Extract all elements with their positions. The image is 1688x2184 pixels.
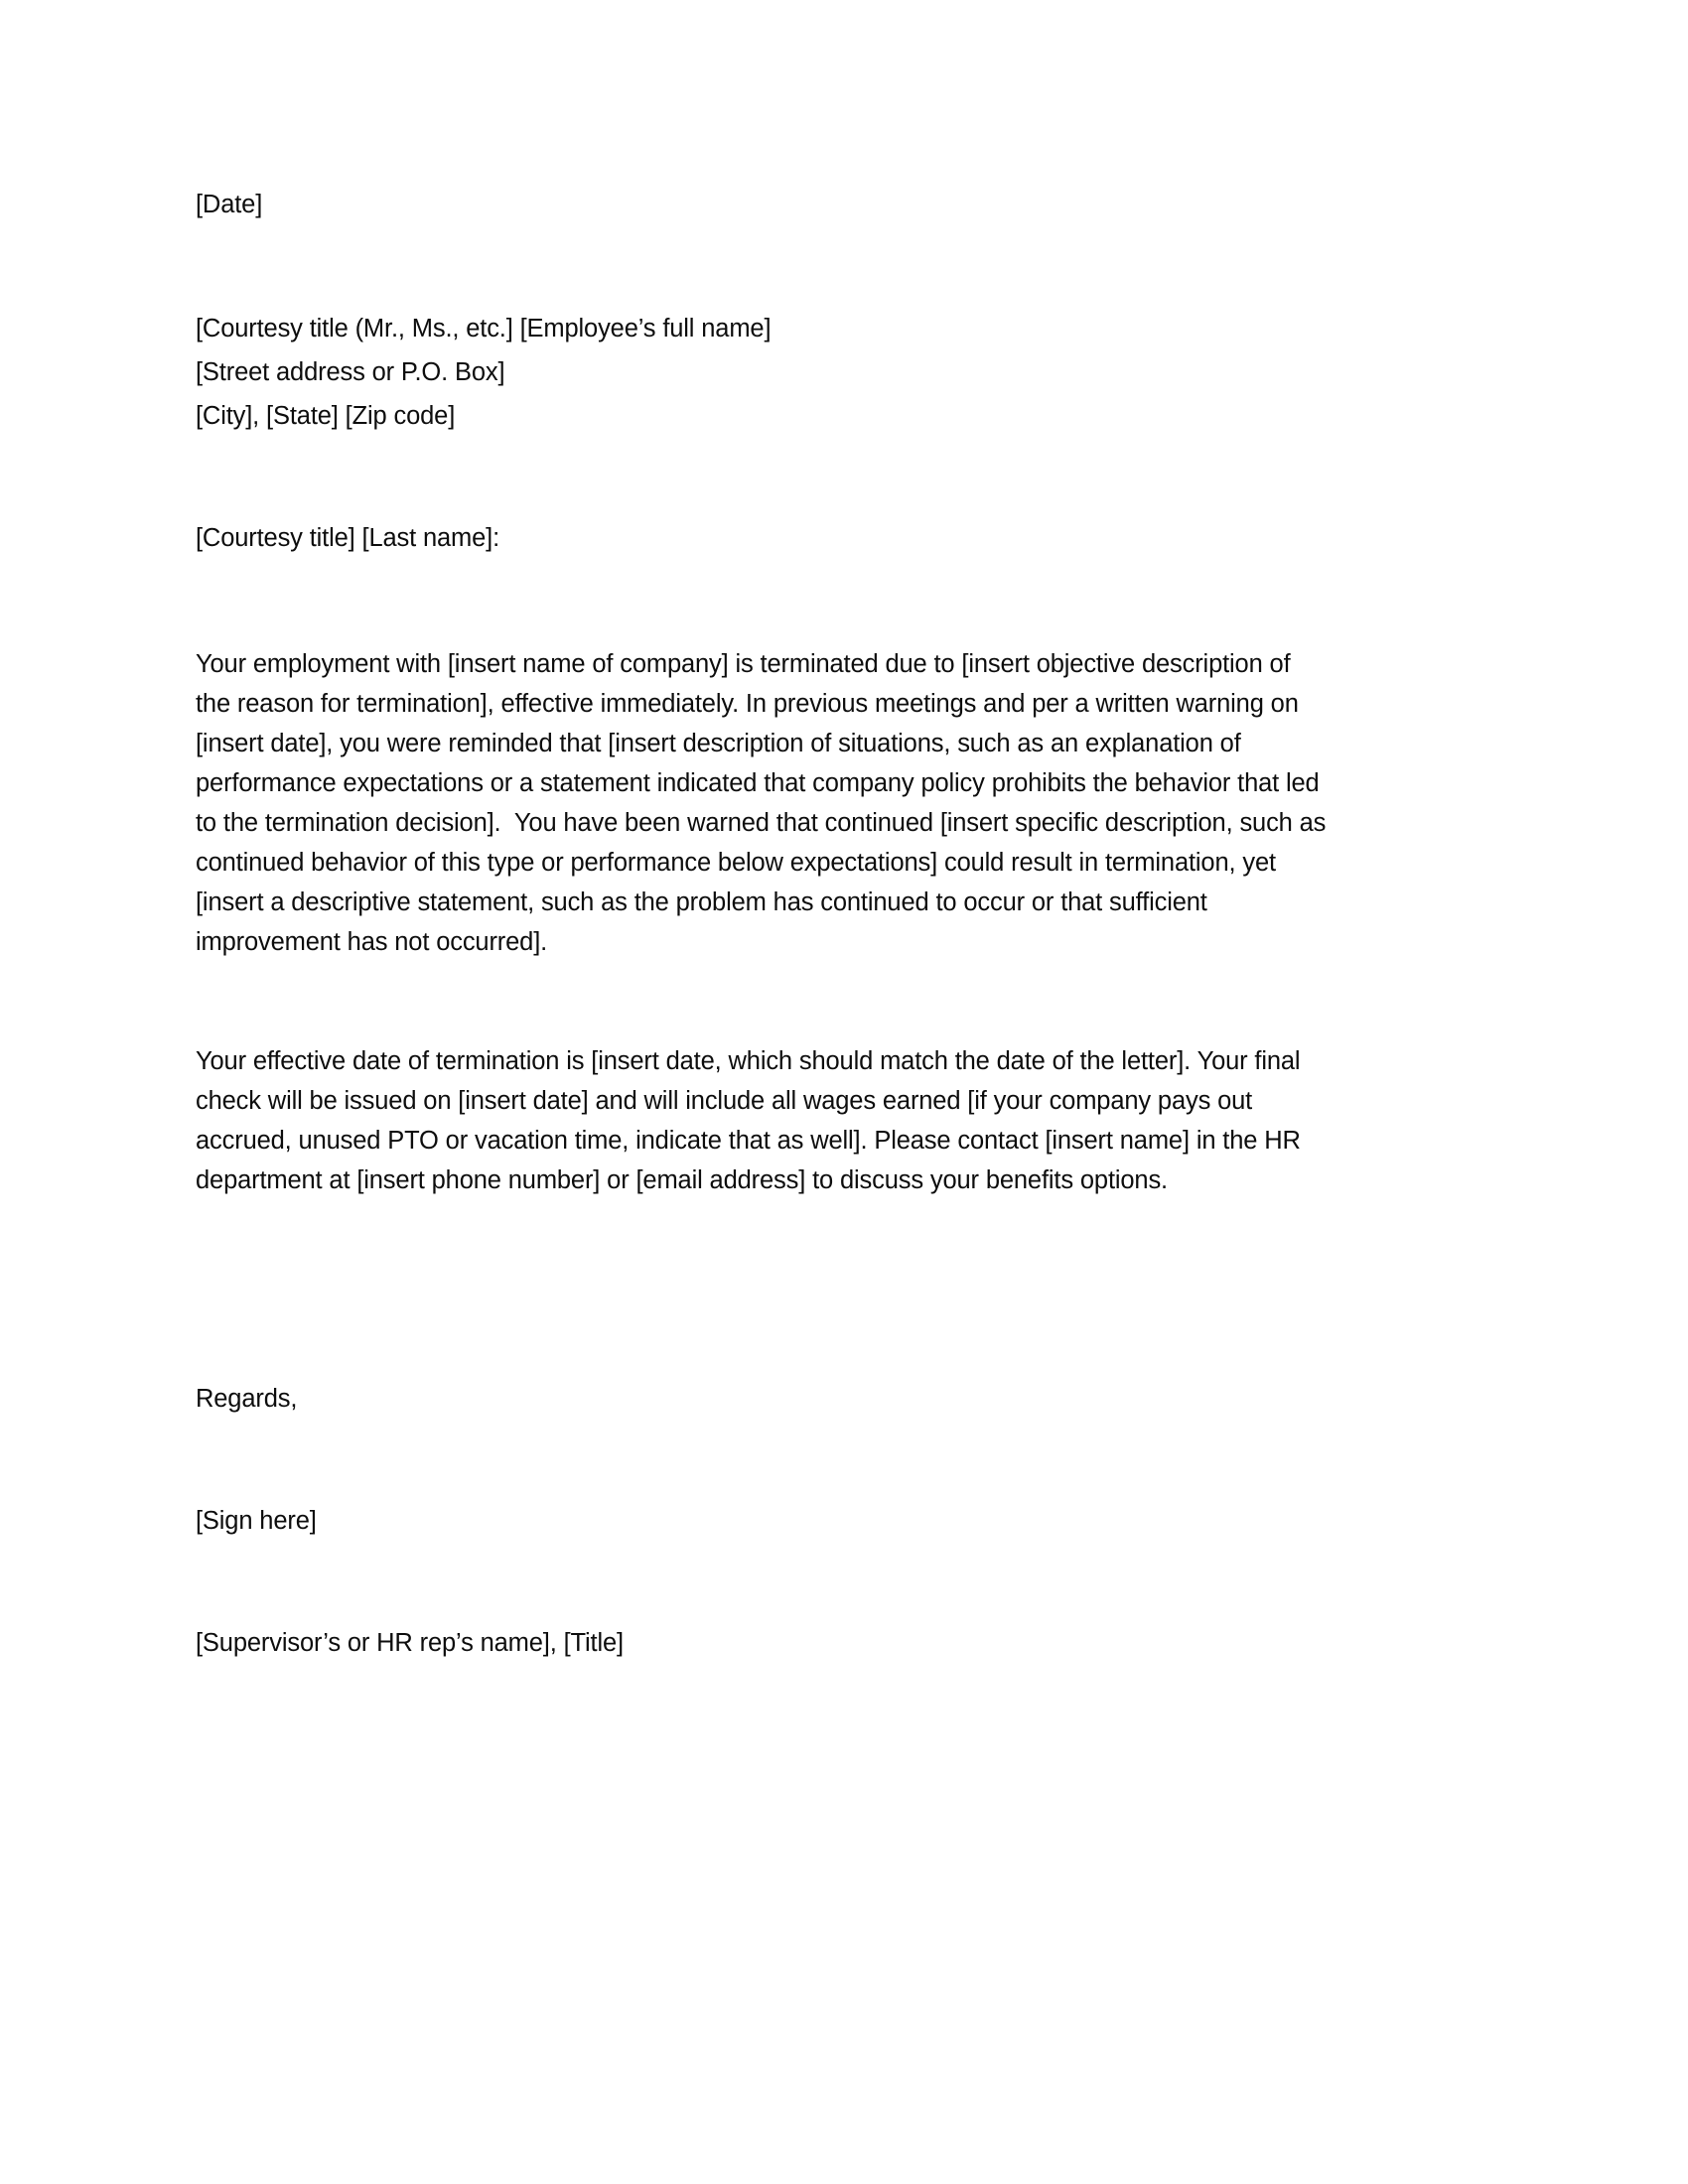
spacer-after-date [196, 224, 1477, 309]
spacer-after-address [196, 436, 1477, 518]
body-paragraph-1[interactable] [196, 644, 1477, 962]
paragraph-1-line: continued behavior of this type or performance below expectations] could result in termination, yet [196, 849, 1276, 877]
spacer-before-signer [196, 1541, 1477, 1623]
paragraph-1-line: the reason for termination], effective immediately. In previous meetings and per a written warning on [196, 690, 1299, 718]
recipient-address-block [196, 309, 1477, 436]
spacer-before-closing [196, 1200, 1477, 1379]
letter-body [196, 185, 1477, 1663]
paragraph-1-line: Your employment with [insert name of company] is terminated due to [insert objective description of [196, 650, 1291, 678]
paragraph-2-line: check will be issued on [insert date] and will include all wages earned [if your company pays out [196, 1087, 1253, 1115]
paragraph-2-line: department at [insert phone number] or [email address] to discuss your benefits options. [196, 1166, 1168, 1194]
body-paragraph-2[interactable] [196, 1041, 1477, 1200]
recipient-name-line[interactable]: [Courtesy title (Mr., Ms., etc.] [Employee’s full name] [196, 315, 772, 342]
recipient-street-line[interactable]: [Street address or P.O. Box] [196, 358, 505, 386]
salutation-line[interactable]: [Courtesy title] [Last name]: [196, 524, 500, 552]
recipient-city-line[interactable]: [City], [State] [Zip code] [196, 402, 456, 430]
paragraph-1-line: performance expectations or a statement indicated that company policy prohibits the behavior that led [196, 769, 1320, 797]
paragraph-1-line: to the termination decision]. You have been warned that continued [insert specific description, such as [196, 809, 1327, 837]
date-placeholder[interactable]: [Date] [196, 191, 263, 218]
signature-placeholder[interactable]: [Sign here] [196, 1507, 317, 1535]
spacer-before-signature [196, 1419, 1477, 1501]
paragraph-1-line: [insert date], you were reminded that [insert description of situations, such as an explanation of [196, 730, 1241, 757]
spacer-after-salutation [196, 558, 1477, 644]
paragraph-2-line: Your effective date of termination is [insert date, which should match the date of the letter]. Your final [196, 1047, 1301, 1075]
spacer-between-paragraphs [196, 962, 1477, 1041]
paragraph-1-line: improvement has not occurred]. [196, 928, 548, 956]
signer-name-title-line[interactable]: [Supervisor’s or HR rep’s name], [Title] [196, 1629, 624, 1657]
paragraph-2-line: accrued, unused PTO or vacation time, indicate that as well]. Please contact [insert name] in the HR [196, 1127, 1301, 1155]
valediction: Regards, [196, 1385, 298, 1413]
paragraph-1-line: [insert a descriptive statement, such as the problem has continued to occur or that sufficient [196, 888, 1207, 916]
